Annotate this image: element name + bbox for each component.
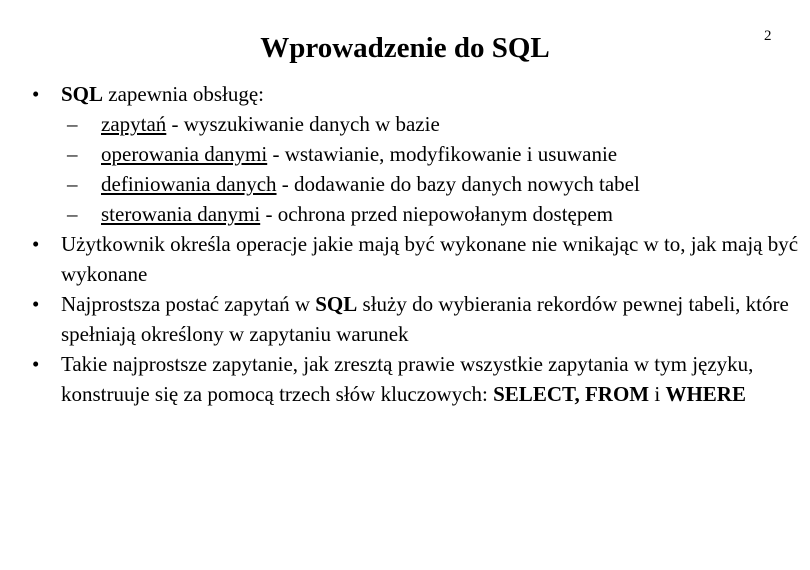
bullet-text: Takie najprostsze zapytanie, jak zresztą prawie wszystkie zapytania w tym języku, konstruuje się za pomocą trzech słów kluczowych: (61, 352, 754, 406)
sub-item-desc: - wyszukiwanie danych w bazie (166, 112, 440, 136)
bullet-marker: • (32, 82, 40, 106)
keyword-where: WHERE (665, 382, 746, 406)
bullet-marker: • (32, 232, 40, 256)
bullet-text: służy do wybierania rekordów pewnej tabeli, które spełniają określony w zapytaniu warunek (61, 292, 789, 346)
slide-content (32, 79, 802, 409)
sub-item-term: zapytań (101, 112, 167, 136)
keyword-separator: i (649, 382, 666, 406)
sub-item-desc: - wstawianie, modyfikowanie i usuwanie (267, 142, 618, 166)
sub-item-term: definiowania danych (101, 172, 277, 196)
sub-item-term: operowania danymi (101, 142, 268, 166)
keyword-separator: , (574, 382, 585, 406)
sub-item-term: sterowania danymi (101, 202, 261, 226)
bullet-marker: • (32, 352, 40, 376)
sub-item-desc: - dodawanie do bazy danych nowych tabel (276, 172, 640, 196)
sub-item (67, 139, 802, 169)
sub-item-desc: - ochrona przed niepowołanym dostępem (260, 202, 614, 226)
bullet-text: Użytkownik określa operacje jakie mają być wykonane nie wnikając w to, jak mają być wykonane (61, 232, 799, 286)
bullet-item (32, 79, 802, 229)
bullet-item (32, 349, 802, 409)
bullet-text-bold: SQL (315, 292, 358, 316)
bullet-text: zapewnia obsługę: (103, 82, 264, 106)
dash-marker: – (67, 142, 78, 166)
bullet-text: Najprostsza postać zapytań w (61, 292, 316, 316)
sub-item (67, 169, 802, 199)
bullet-item (32, 289, 802, 349)
dash-marker: – (67, 202, 78, 226)
dash-marker: – (67, 172, 78, 196)
sub-item (67, 109, 802, 139)
bullet-marker: • (32, 292, 40, 316)
slide-title: Wprowadzenie do SQL (260, 32, 550, 64)
keyword-from: FROM (584, 382, 650, 406)
bullet-item (32, 229, 802, 289)
dash-marker: – (67, 112, 78, 136)
sub-item (67, 199, 802, 229)
keyword-select: SELECT (493, 382, 575, 406)
page-number: 2 (764, 28, 772, 44)
bullet-text-bold: SQL (61, 82, 104, 106)
